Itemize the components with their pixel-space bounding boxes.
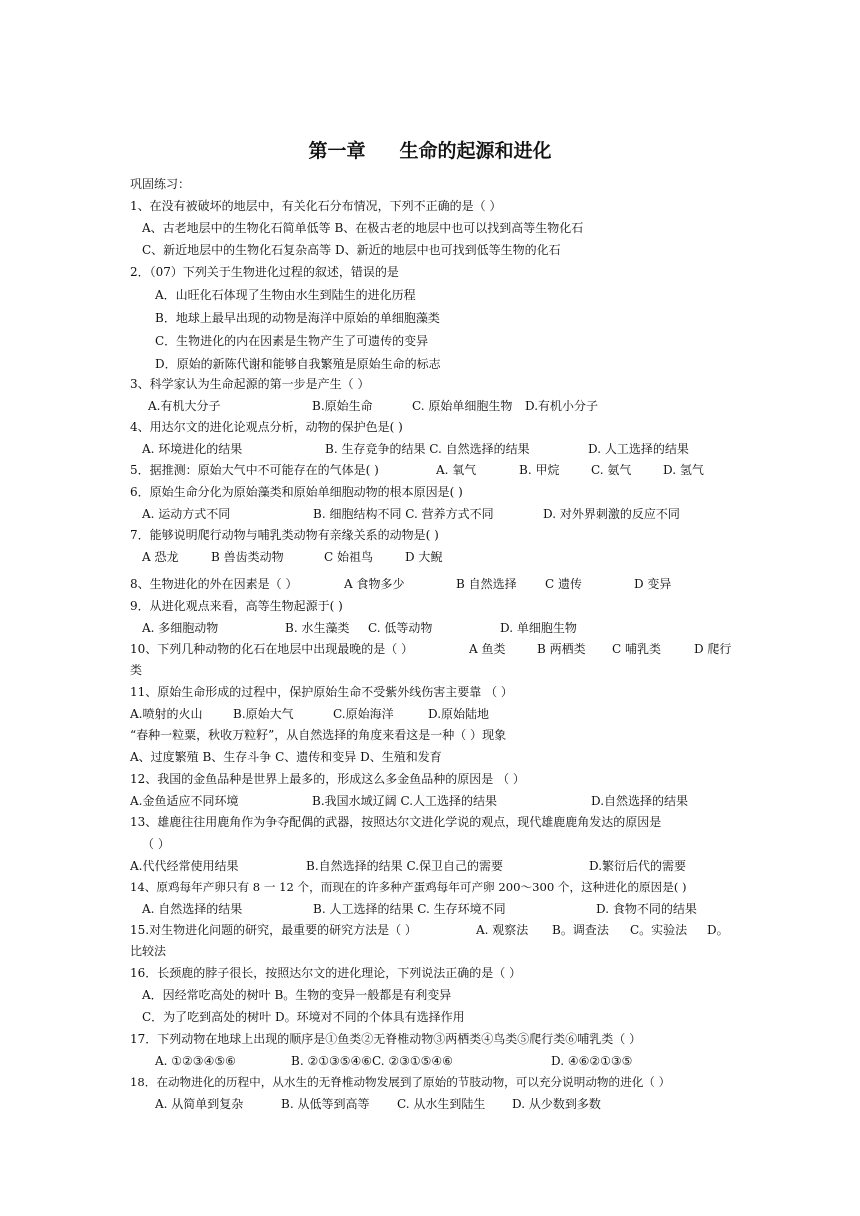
q18-option-d: D. 从少数到多数 bbox=[512, 1097, 601, 1111]
q8-option-b: B 自然选择 bbox=[456, 577, 517, 591]
q15-option-b: B。调查法 bbox=[552, 923, 609, 937]
q9-option-a: A. 多细胞动物 bbox=[142, 621, 219, 635]
q5-option-d: D. 氢气 bbox=[663, 463, 704, 477]
q17-option-a: A. ①②③④⑤⑥ bbox=[155, 1054, 236, 1068]
q5-option-a: A. 氧气 bbox=[436, 463, 477, 477]
q2-option-a: A．山旺化石体现了生物由水生到陆生的进化历程 bbox=[155, 288, 416, 302]
chapter-number: 第一章 bbox=[308, 140, 366, 162]
question-14: 14、原鸡每年产卵只有 8 一 12 个，而现在的许多种产蛋鸡每年可产卵 200～300 个，这种进化的原因是( ) bbox=[130, 880, 687, 894]
q3-option-b: B.原始生命 bbox=[312, 399, 373, 413]
question-12: 12、我国的金鱼品种是世界上最多的，形成这么多金鱼品种的原因是 （ ） bbox=[130, 772, 525, 786]
q10-stem: 10、下列几种动物的化石在地层中出现最晚的是（ ） bbox=[130, 642, 414, 656]
q13-paren: （ ） bbox=[142, 837, 170, 851]
q17-option-d: D. ④⑥②①③⑤ bbox=[551, 1054, 633, 1068]
question-2: 2．（07）下列关于生物进化过程的叙述，错误的是 bbox=[130, 265, 399, 279]
question-4: 4、用达尔文的进化论观点分析，动物的保护色是( ) bbox=[130, 420, 403, 434]
question-17: 17．下列动物在地球上出现的顺序是①鱼类②无脊椎动物③两栖类④鸟类⑤爬行类⑥哺乳类（ ） bbox=[130, 1032, 642, 1046]
q5-stem: 5．据推测：原始大气中不可能存在的气体是( ) bbox=[130, 463, 379, 477]
q4-option-bc: B. 生存竞争的结果 C. 自然选择的结果 bbox=[325, 442, 530, 456]
question-proverb: “春种一粒粟，秋收万粒籽”，从自然选择的角度来看这是一种（ ）现象 bbox=[130, 728, 507, 742]
q8-option-d: D 变异 bbox=[634, 577, 672, 591]
q2-option-c: C．生物进化的内在因素是生物产生了可遗传的变异 bbox=[155, 334, 429, 348]
q7-option-b: B 兽齿类动物 bbox=[211, 550, 284, 564]
q11-option-a: A.喷射的火山 bbox=[130, 707, 203, 721]
q14-option-d: D. 食物不同的结果 bbox=[596, 902, 697, 916]
q7-option-c: C 始祖鸟 bbox=[324, 550, 373, 564]
question-7: 7．能够说明爬行动物与哺乳类动物有亲缘关系的动物是( ) bbox=[130, 528, 439, 542]
q15-option-a: A. 观察法 bbox=[476, 923, 529, 937]
question-18: 18．在动物进化的历程中，从水生的无脊椎动物发展到了原始的节肢动物，可以充分说明动物的进化（ ） bbox=[130, 1075, 671, 1089]
q13-option-bc: B.自然选择的结果 C.保卫自己的需要 bbox=[306, 859, 504, 873]
q10-option-c: C 哺乳类 bbox=[612, 642, 661, 656]
q11-option-b: B.原始大气 bbox=[233, 707, 294, 721]
q15-option-c: C。实验法 bbox=[630, 923, 688, 937]
q8-stem: 8、生物进化的外在因素是（ ） bbox=[130, 577, 298, 591]
section-heading: 巩固练习： bbox=[130, 177, 191, 191]
q1-options-ab: A、古老地层中的生物化石简单低等 B、在极古老的地层中也可以找到高等生物化石 bbox=[142, 221, 584, 235]
q7-option-a: A 恐龙 bbox=[142, 550, 179, 564]
q12-option-d: D.自然选择的结果 bbox=[591, 794, 689, 808]
q15-wrap: 比较法 bbox=[130, 944, 167, 958]
question-11: 11、原始生命形成的过程中，保护原始生命不受紫外线伤害主要靠 （ ） bbox=[130, 685, 513, 699]
q9-option-b: B. 水生藻类 bbox=[285, 621, 350, 635]
q6-option-d: D. 对外界刺激的反应不同 bbox=[543, 507, 680, 521]
q18-option-a: A. 从简单到复杂 bbox=[155, 1097, 244, 1111]
q4-option-d: D. 人工选择的结果 bbox=[588, 442, 689, 456]
q8-option-a: A 食物多少 bbox=[344, 577, 405, 591]
q10-option-a: A 鱼类 bbox=[469, 642, 506, 656]
q11-option-c: C.原始海洋 bbox=[333, 707, 394, 721]
page-title bbox=[0, 136, 860, 163]
q17-option-bc: B. ②①③⑤④⑥C. ②③①⑤④⑥ bbox=[291, 1054, 453, 1068]
q10-option-b: B 两栖类 bbox=[537, 642, 586, 656]
q14-option-a: A. 自然选择的结果 bbox=[142, 902, 243, 916]
q9-option-d: D. 单细胞生物 bbox=[500, 621, 577, 635]
q18-option-b: B. 从低等到高等 bbox=[281, 1097, 370, 1111]
question-1: 1、在没有被破坏的地层中，有关化石分布情况，下列不正确的是（ ） bbox=[130, 199, 502, 213]
question-9: 9．从进化观点来看，高等生物起源于( ) bbox=[130, 599, 343, 613]
proverb-options: A、过度繁殖 B、生存斗争 C、遗传和变异 D、生殖和发育 bbox=[130, 750, 442, 764]
q3-option-d: D.有机小分子 bbox=[525, 399, 599, 413]
q13-option-a: A.代代经常使用结果 bbox=[130, 859, 239, 873]
q10-wrap: 类 bbox=[130, 663, 143, 677]
q6-option-a: A. 运动方式不同 bbox=[142, 507, 231, 521]
q15-option-d: D。 bbox=[707, 923, 729, 937]
q1-options-cd: C、新近地层中的生物化石复杂高等 D、新近的地层中也可找到低等生物的化石 bbox=[142, 243, 561, 257]
q12-option-a: A.金鱼适应不同环境 bbox=[130, 794, 239, 808]
q6-option-bc: B. 细胞结构不同 C. 营养方式不同 bbox=[313, 507, 494, 521]
q2-option-b: B．地球上最早出现的动物是海洋中原始的单细胞藻类 bbox=[155, 311, 440, 325]
q3-option-c: C. 原始单细胞生物 bbox=[412, 399, 513, 413]
q3-option-a: A.有机大分子 bbox=[148, 399, 221, 413]
q14-option-bc: B. 人工选择的结果 C. 生存环境不同 bbox=[313, 902, 506, 916]
q16-options-ab: A．因经常吃高处的树叶 B。生物的变异一般都是有利变异 bbox=[142, 988, 452, 1002]
q5-option-c: C. 氨气 bbox=[591, 463, 632, 477]
question-3: 3、科学家认为生命起源的第一步是产生（ ） bbox=[130, 377, 370, 391]
q5-option-b: B. 甲烷 bbox=[519, 463, 560, 477]
chapter-name: 生命的起源和进化 bbox=[399, 140, 552, 162]
question-6: 6．原始生命分化为原始藻类和原始单细胞动物的根本原因是( ) bbox=[130, 485, 463, 499]
question-16: 16．长颈鹿的脖子很长，按照达尔文的进化理论，下列说法正确的是（ ） bbox=[130, 966, 522, 980]
q15-stem: 15.对生物进化问题的研究，最重要的研究方法是（ ） bbox=[130, 923, 417, 937]
q8-option-c: C 遗传 bbox=[545, 577, 582, 591]
q12-option-bc: B.我国水域辽阔 C.人工选择的结果 bbox=[312, 794, 498, 808]
q16-options-cd: C．为了吃到高处的树叶 D。环境对不同的个体具有选择作用 bbox=[142, 1010, 465, 1024]
q2-option-d: D．原始的新陈代谢和能够自我繁殖是原始生命的标志 bbox=[155, 357, 441, 371]
q7-option-d: D 大鲵 bbox=[405, 550, 443, 564]
q18-option-c: C. 从水生到陆生 bbox=[397, 1097, 486, 1111]
question-13: 13、雄鹿往往用鹿角作为争夺配偶的武器，按照达尔文进化学说的观点，现代雄鹿鹿角发达的原因是 bbox=[130, 815, 662, 829]
q9-option-c: C. 低等动物 bbox=[368, 621, 433, 635]
q13-option-d: D.繁衍后代的需要 bbox=[589, 859, 687, 873]
q11-option-d: D.原始陆地 bbox=[428, 707, 490, 721]
q4-option-a: A. 环境进化的结果 bbox=[142, 442, 243, 456]
q10-option-d: D 爬行 bbox=[694, 642, 732, 656]
